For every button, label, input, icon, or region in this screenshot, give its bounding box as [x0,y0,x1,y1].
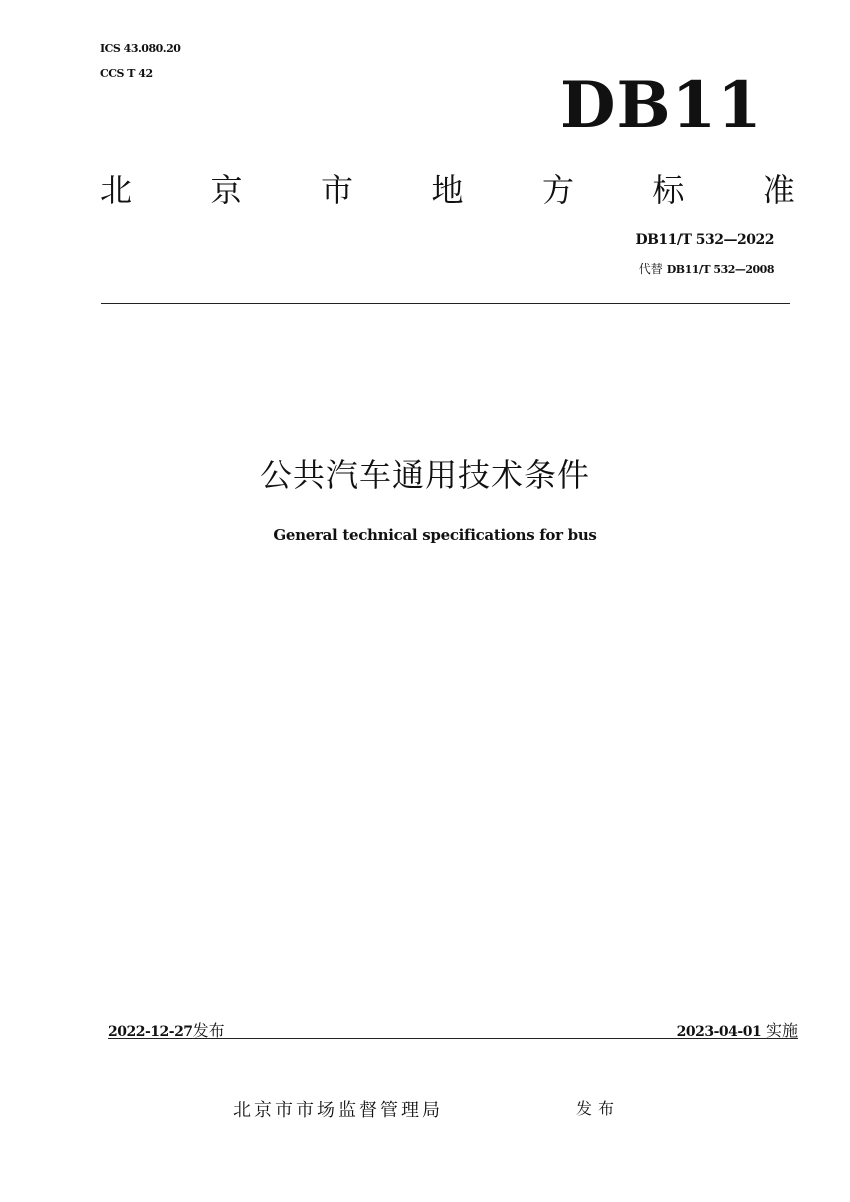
standard-type-char: 北 [100,171,133,209]
document-title-english: General technical specifications for bus [273,526,597,544]
ccs-number: CCS T 42 [100,67,153,80]
publish-date-label: 发布 [192,1021,225,1040]
db11-logo: DB11 [560,68,763,143]
footer-divider [108,1038,798,1039]
header-divider [101,303,790,304]
publish-date-value: 2022-12-27 [108,1024,193,1040]
standard-type-char: 市 [320,171,353,209]
issue-label: 发布 [576,1099,621,1118]
standard-code: DB11/T 532—2022 [635,232,774,248]
standard-type-char: 准 [762,171,795,209]
issuing-authority: 北京市市场监督管理局 [233,1100,443,1121]
implementation-date-value: 2023-04-01 [676,1024,762,1040]
standard-type-char: 标 [652,171,685,209]
replaces-line [639,260,774,277]
standard-type-char: 方 [541,171,574,209]
document-title-chinese: 公共汽车通用技术条件 [259,456,590,494]
replaces-label: 代替 [638,262,663,276]
standard-type-char: 地 [431,171,464,209]
ics-number: ICS 43.080.20 [100,42,181,55]
replaces-code: DB11/T 532—2008 [666,263,774,276]
standard-type-char: 京 [210,171,243,209]
implementation-date-label: 实施 [765,1021,798,1040]
standard-type-title [100,168,795,212]
